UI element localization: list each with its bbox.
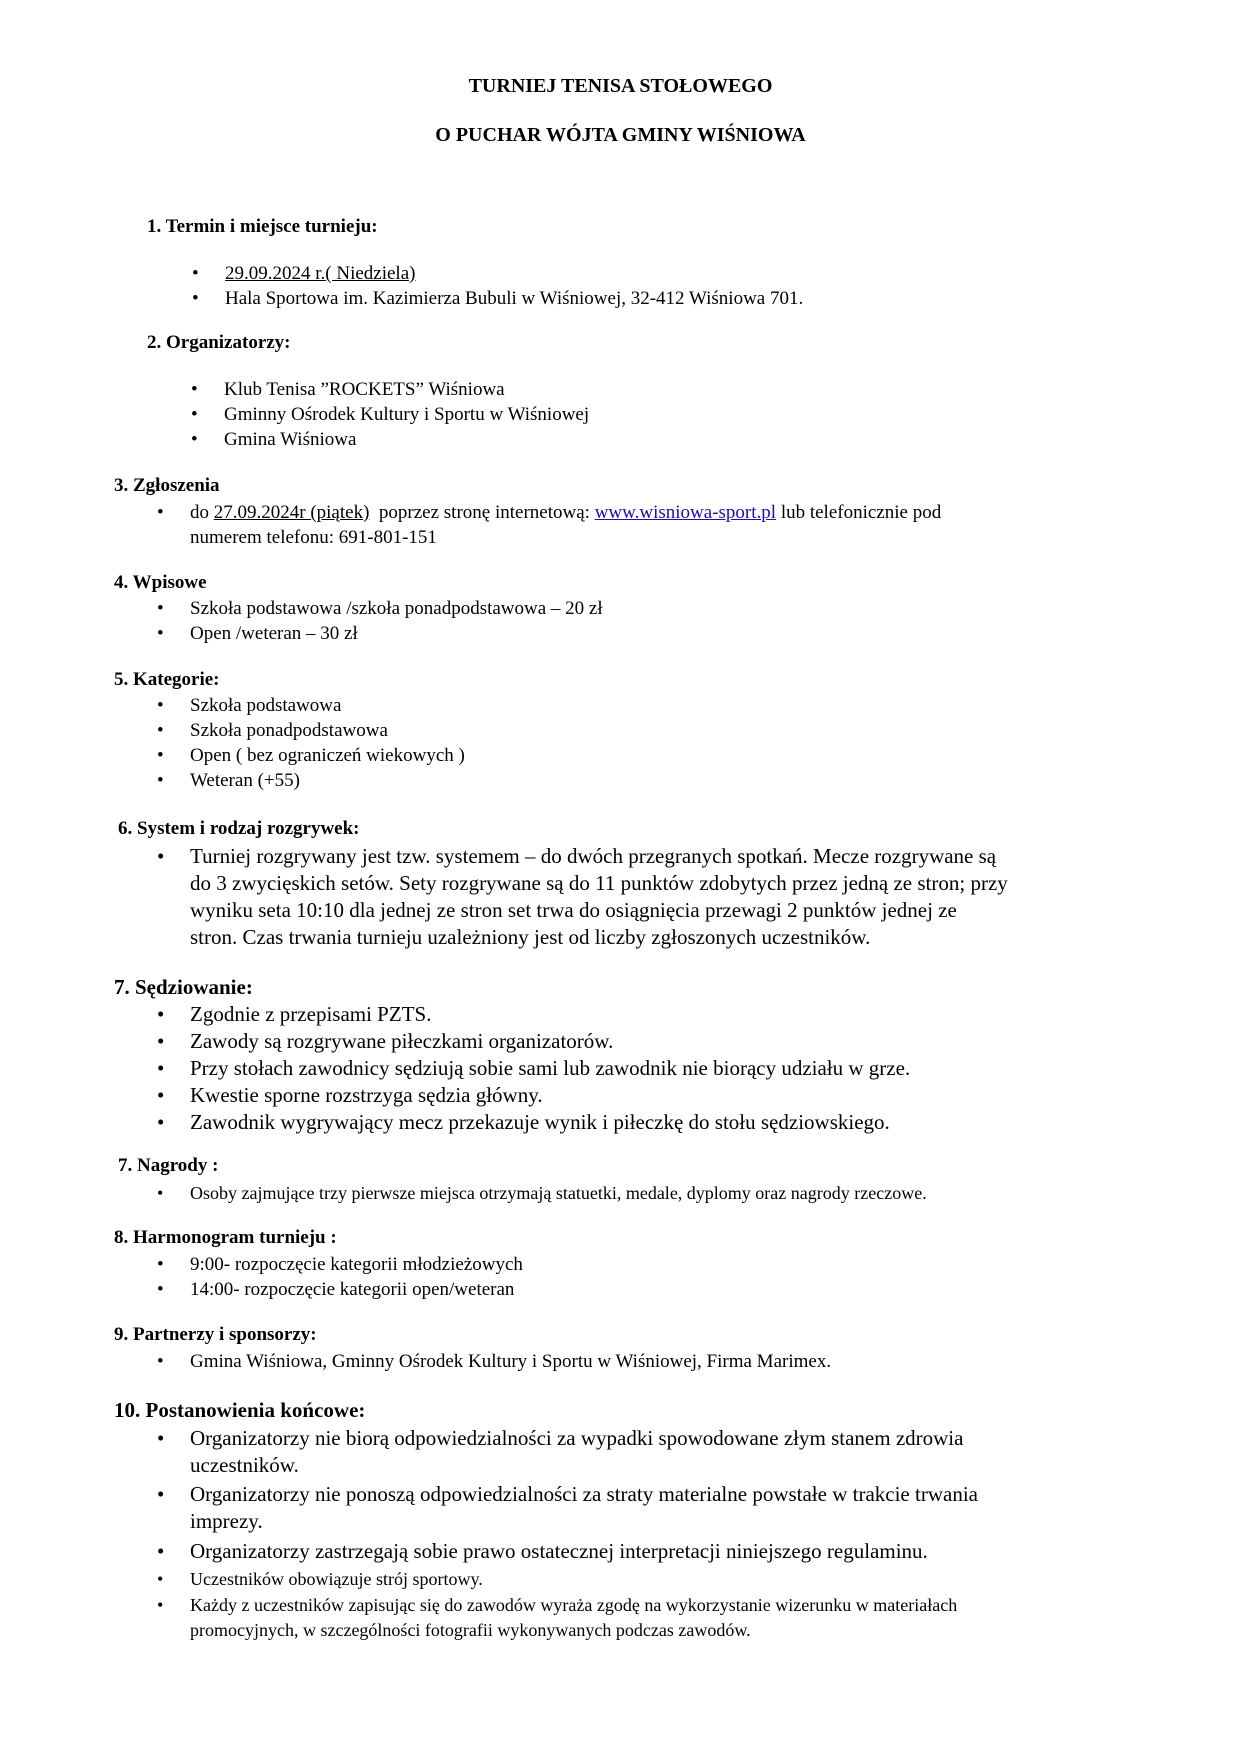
text-line: wyniku seta 10:10 dla jednej ze stron set trwa do osiągnięcia przewagi 2 punktów jednej ze — [190, 898, 957, 922]
list-item: • Weteran (+55) — [190, 768, 465, 793]
section-8-list — [190, 1252, 523, 1302]
list-item: • Osoby zajmujące trzy pierwsze miejsca otrzymają statuetki, medale, dyplomy oraz nagrody rzeczowe. — [190, 1180, 927, 1206]
list-item — [190, 1593, 978, 1643]
list-item: • Szkoła ponadpodstawowa — [190, 718, 465, 743]
list-item: • Klub Tenisa ”ROCKETS” Wiśniowa — [224, 377, 589, 402]
list-item: • Gminny Ośrodek Kultury i Sportu w Wiśniowej — [224, 402, 589, 427]
section-5-list — [190, 693, 465, 793]
text-line: Każdy z uczestników zapisując się do zawodów wyraża zgodę na wykorzystanie wizerunku w materiałach — [190, 1595, 958, 1615]
section-7-list — [190, 1001, 910, 1136]
text-line: Organizatorzy nie biorą odpowiedzialności za wypadki spowodowane złym stanem zdrowia — [190, 1426, 964, 1450]
list-item: • Uczestników obowiązuje strój sportowy. — [190, 1566, 978, 1593]
list-item: • Gmina Wiśniowa — [224, 427, 589, 452]
list-item: • 9:00- rozpoczęcie kategorii młodzieżowych — [190, 1252, 523, 1277]
section-4-list — [190, 596, 603, 646]
text: lub telefonicznie pod — [776, 502, 942, 523]
list-item — [225, 261, 803, 286]
text: do — [190, 502, 214, 523]
text: poprzez stronę internetową: — [369, 502, 595, 523]
phone-line: numerem telefonu: 691-801-151 — [190, 527, 437, 548]
section-2-list — [224, 377, 589, 452]
list-item: • Organizatorzy zastrzegają sobie prawo ostatecznej interpretacji niniejszego regulaminu. — [190, 1537, 978, 1566]
event-date: 29.09.2024 r.( Niedziela) — [225, 263, 416, 284]
text-line: promocyjnych, w szczególności fotografii wykonywanych podczas zawodów. — [190, 1620, 751, 1640]
text-line: stron. Czas trwania turnieju uzależniony jest od liczby zgłoszonych uczestników. — [190, 925, 871, 949]
text-line: do 3 zwycięskich setów. Sety rozgrywane są do 11 punktów zdobytych przez jedną ze stron; przy — [190, 871, 1008, 895]
section-10-list — [190, 1425, 978, 1643]
title-line-1: TURNIEJ TENISA STOŁOWEGO — [468, 75, 773, 97]
list-item: • Gmina Wiśniowa, Gminny Ośrodek Kultury i Sportu w Wiśniowej, Firma Marimex. — [190, 1349, 831, 1374]
deadline-date: 27.09.2024r (piątek) — [213, 502, 370, 523]
section-3-list — [190, 500, 941, 550]
section-6-list — [190, 843, 1008, 951]
list-item: • 14:00- rozpoczęcie kategorii open/weteran — [190, 1277, 523, 1302]
website-link[interactable]: www.wisniowa-sport.pl — [594, 502, 777, 523]
awards-heading: 7. Nagrody : — [118, 1155, 219, 1176]
section-2-heading: 2. Organizatorzy: — [147, 332, 291, 353]
list-item — [190, 1425, 978, 1479]
list-item: • Zawodnik wygrywający mecz przekazuje wynik i piłeczkę do stołu sędziowskiego. — [190, 1109, 910, 1136]
list-item: • Zawody są rozgrywane piłeczkami organizatorów. — [190, 1028, 910, 1055]
list-item: • Szkoła podstawowa — [190, 693, 465, 718]
title-line-2: O PUCHAR WÓJTA GMINY WIŚNIOWA — [435, 124, 806, 146]
section-1-heading: 1. Termin i miejsce turnieju: — [147, 216, 378, 237]
section-5-heading: 5. Kategorie: — [114, 669, 220, 690]
list-item: • Hala Sportowa im. Kazimierza Bubuli w Wiśniowej, 32-412 Wiśniowa 701. — [225, 286, 803, 311]
list-item: • Open ( bez ograniczeń wiekowych ) — [190, 743, 465, 768]
section-1-list — [225, 261, 803, 311]
section-10-heading: 10. Postanowienia końcowe: — [114, 1398, 366, 1422]
list-item: • Szkoła podstawowa /szkoła ponadpodstawowa – 20 zł — [190, 596, 603, 621]
list-item: • Przy stołach zawodnicy sędziują sobie sami lub zawodnik nie biorący udziału w grze. — [190, 1055, 910, 1082]
section-9-heading: 9. Partnerzy i sponsorzy: — [114, 1324, 317, 1345]
list-item — [190, 500, 941, 550]
text-line: Turniej rozgrywany jest tzw. systemem – do dwóch przegranych spotkań. Mecze rozgrywane są — [190, 844, 997, 868]
text-line: imprezy. — [190, 1509, 263, 1533]
section-4-heading: 4. Wpisowe — [114, 572, 207, 593]
section-9-list — [190, 1349, 831, 1374]
section-8-heading: 8. Harmonogram turnieju : — [114, 1227, 337, 1248]
list-item: • Kwestie sporne rozstrzyga sędzia główny. — [190, 1082, 910, 1109]
text-line: uczestników. — [190, 1453, 299, 1477]
section-3-heading: 3. Zgłoszenia — [114, 475, 220, 496]
list-item: • Open /weteran – 30 zł — [190, 621, 603, 646]
text-line: Organizatorzy nie ponoszą odpowiedzialności za straty materialne powstałe w trakcie trwania — [190, 1482, 978, 1506]
list-item: • Zgodnie z przepisami PZTS. — [190, 1001, 910, 1028]
section-7-heading: 7. Sędziowanie: — [114, 975, 253, 999]
section-6-heading: 6. System i rodzaj rozgrywek: — [118, 818, 360, 839]
list-item — [190, 1481, 978, 1535]
list-item — [190, 843, 1008, 951]
awards-list — [190, 1180, 927, 1206]
